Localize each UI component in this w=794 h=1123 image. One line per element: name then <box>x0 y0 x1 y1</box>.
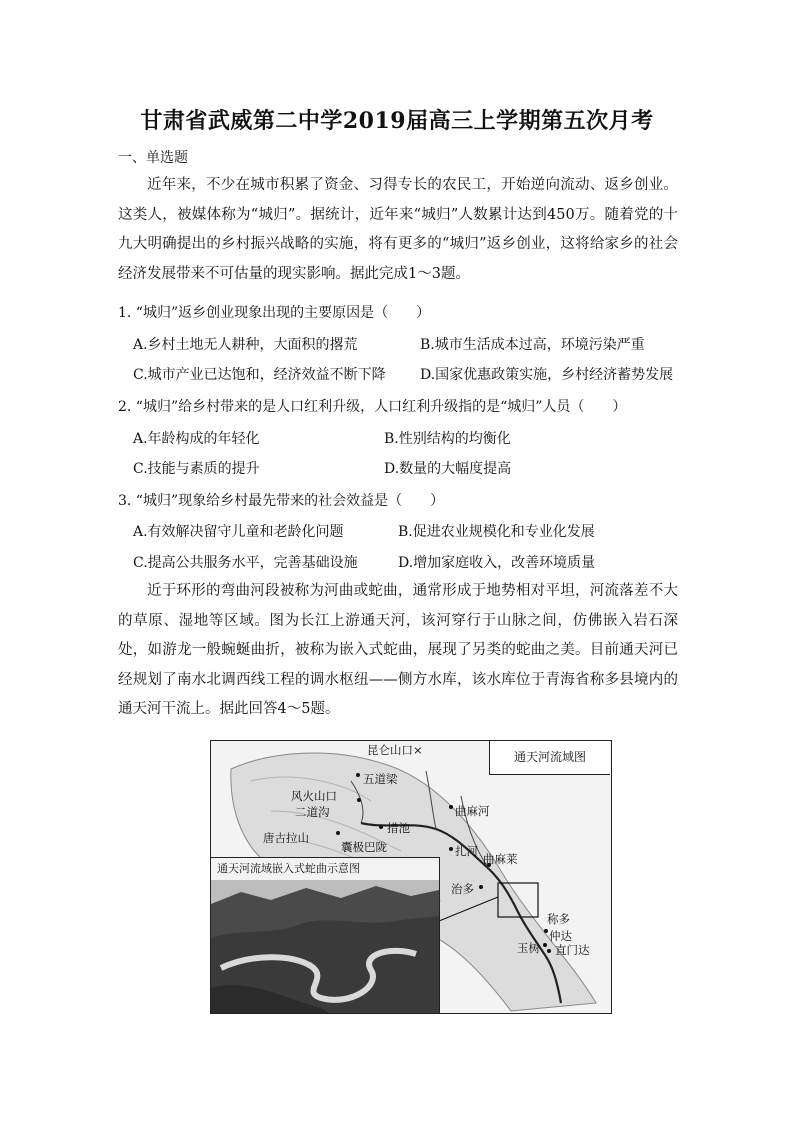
place-qumahe: 曲麻河 <box>455 804 490 818</box>
question-2-option-c: C.技能与素质的提升 <box>133 461 260 477</box>
place-qumalai: 曲麻莱 <box>483 852 518 866</box>
place-yushu: 玉树 <box>517 941 540 955</box>
meander-photo <box>211 857 440 1014</box>
question-3-option-a: A.有效解决留守儿童和老龄化问题 <box>133 524 344 540</box>
question-1-option-d: D.国家优惠政策实施，乡村经济蓄势发展 <box>420 367 674 383</box>
place-cuochi: 措池 <box>387 821 410 835</box>
passage-2: 近于环形的弯曲河段被称为河曲或蛇曲，通常形成于地势相对平坦，河流落差不大的草原、湿地等区域。图为长江上游通天河，该河穿行于山脉之间，仿佛嵌入岩石深处，如游龙一般蜿蜒曲折，被称为嵌入式蛇曲，展现了另类的蛇曲之美。目前通天河已经规划了南水北调西线工程的调水枢纽——侧方水库，该水库位于青海省称多县境内的通天河干流上。据此回答4～5题。 <box>118 583 678 717</box>
place-zhongda: 仲达 <box>549 929 572 943</box>
question-3-option-d: D.增加家庭收入，改善环境质量 <box>398 555 596 571</box>
photo-caption: 通天河流域嵌入式蛇曲示意图 <box>211 858 439 880</box>
place-chenduo: 称多 <box>547 912 570 926</box>
section-heading: 一、单选题 <box>118 150 188 166</box>
page-title: 甘肃省武威第二中学2019届高三上学期第五次月考 <box>140 108 654 134</box>
place-erdaogou: 二道沟 <box>295 805 330 819</box>
passage-1: 近年来，不少在城市积累了资金、习得专长的农民工，开始逆向流动、返乡创业。这类人，被媒体称为“城归”。据统计，近年来“城归”人数累计达到450万。随着党的十九大明确提出的乡村振兴战略的实施，将有更多的“城归”返乡创业，这将给家乡的社会经济发展带来不可估量的现实影响。据此完成1～3题。 <box>118 177 678 282</box>
map-title-box: 通天河流域图 <box>489 741 610 775</box>
question-3-option-b: B.促进农业规模化和专业化发展 <box>398 524 595 540</box>
place-wudaoliang: 五道梁 <box>363 772 398 786</box>
question-3-option-c: C.提高公共服务水平，完善基础设施 <box>133 555 358 571</box>
place-kunlun-pass: 昆仑山口× <box>367 743 423 757</box>
place-tanggula-mountain: 唐古拉山 <box>263 831 309 845</box>
meander-photo-image <box>211 858 439 1014</box>
question-2-option-d: D.数量的大幅度提高 <box>384 461 512 477</box>
question-2-option-a: A.年龄构成的年轻化 <box>133 431 260 447</box>
place-zhahe: 扎河 <box>455 844 478 858</box>
place-zhiduo: 治多 <box>451 882 474 896</box>
question-2-option-b: B.性别结构的均衡化 <box>384 431 511 447</box>
question-1-option-b: B.城市生活成本过高，环境污染严重 <box>420 337 645 353</box>
question-3-stem: 3. “城归”现象给乡村最先带来的社会效益是（ ） <box>118 493 445 509</box>
place-zhimenda: 直门达 <box>555 943 590 957</box>
question-1-option-a: A.乡村土地无人耕种，大面积的撂荒 <box>133 337 358 353</box>
question-2-stem: 2. “城归”给乡村带来的是人口红利升级，人口红利升级指的是“城归”人员（ ） <box>118 399 627 415</box>
place-nangjibalong: 囊极巴陇 <box>341 840 387 854</box>
question-1-stem: 1. “城归”返乡创业现象出现的主要原因是（ ） <box>118 305 431 321</box>
place-fenghuoshan-pass: 风火山口 <box>291 789 337 803</box>
river-basin-figure <box>210 740 612 1014</box>
question-1-option-c: C.城市产业已达饱和，经济效益不断下降 <box>133 367 386 383</box>
